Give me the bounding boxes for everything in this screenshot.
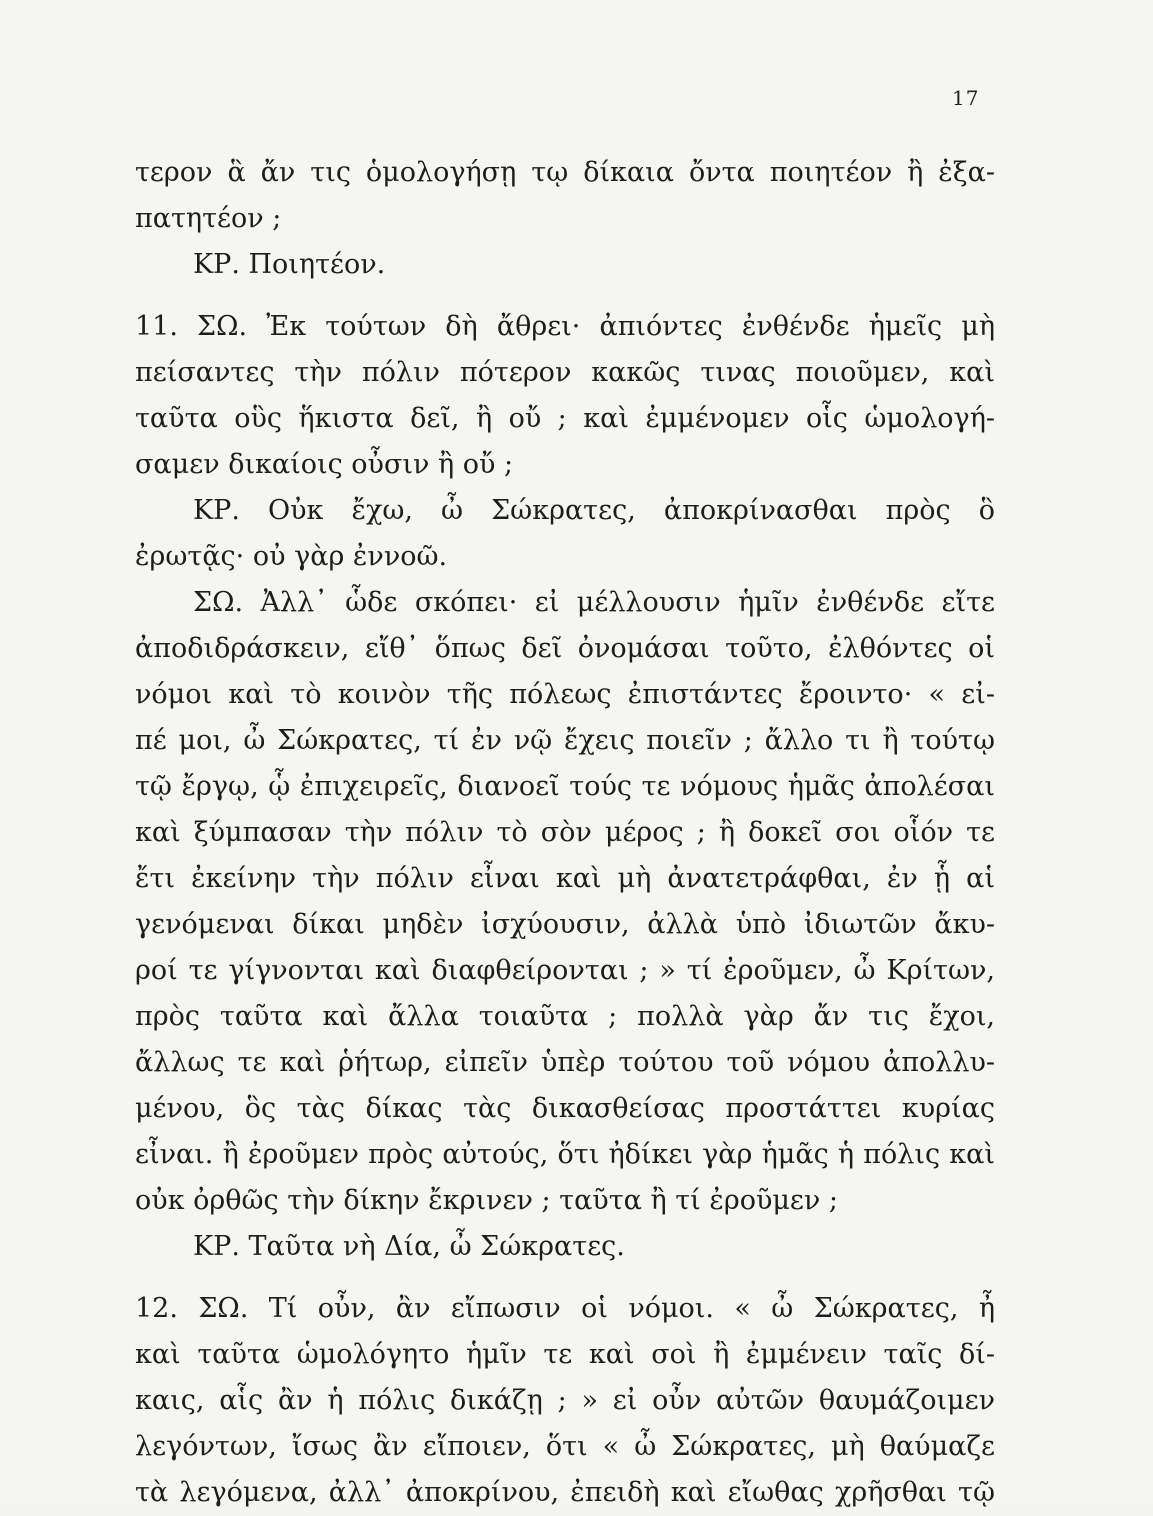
text-line: ἔτι ἐκείνην τὴν πόλιν εἶναι καὶ μὴ ἀνατετράφθαι, ἐν ᾗ αἱ [135, 863, 995, 894]
text-line: πείσαντες τὴν πόλιν πότερον κακῶς τινας ποιοῦμεν, καὶ [135, 357, 995, 388]
page-number: 17 [952, 86, 980, 110]
paragraph-gap [135, 288, 995, 304]
paragraph-gap [135, 1270, 995, 1286]
text-line: ταῦτα οὓς ἥκιστα δεῖ, ἢ οὔ ; καὶ ἐμμένομεν οἷς ὡμολογή- [135, 403, 995, 434]
text-line: λεγόντων, ἴσως ἂν εἴποιεν, ὅτι « ὦ Σώκρατες, μὴ θαύμαζε [135, 1431, 995, 1462]
text-line: ΣΩ. Ἀλλ᾽ ὧδε σκόπει· εἰ μέλλουσιν ἡμῖν ἐνθένδε εἴτε [193, 587, 995, 618]
text-line: τερον ἃ ἄν τις ὁμολογήσῃ τῳ δίκαια ὄντα ποιητέον ἢ ἐξα- [135, 157, 995, 188]
text-line: ἄλλως τε καὶ ῥήτωρ, εἰπεῖν ὑπὲρ τούτου τοῦ νόμου ἀπολλυ- [135, 1047, 995, 1078]
text-line: σαμεν δικαίοις οὖσιν ἢ οὔ ; [135, 449, 514, 480]
text-line: ἐρωτᾷς· οὐ γὰρ ἐννοῶ. [135, 541, 448, 572]
text-line: ΚΡ. Οὐκ ἔχω, ὦ Σώκρατες, ἀποκρίνασθαι πρὸς ὃ [193, 495, 995, 526]
text-line: γενόμεναι δίκαι μηδὲν ἰσχύουσιν, ἀλλὰ ὑπὸ ἰδιωτῶν ἄκυ- [135, 909, 995, 940]
text-line: οὐκ ὀρθῶς τὴν δίκην ἔκρινεν ; ταῦτα ἢ τί ἐροῦμεν ; [135, 1185, 838, 1216]
text-line: τῷ ἔργῳ, ᾧ ἐπιχειρεῖς, διανοεῖ τούς τε νόμους ἡμᾶς ἀπολέσαι [135, 771, 995, 802]
text-line: εἶναι. ἢ ἐροῦμεν πρὸς αὐτούς, ὅτι ἠδίκει γὰρ ἡμᾶς ἡ πόλις καὶ [135, 1139, 995, 1170]
text-line: πρὸς ταῦτα καὶ ἄλλα τοιαῦτα ; πολλὰ γὰρ ἄν τις ἔχοι, [135, 1001, 995, 1032]
text-line: ἀποδιδράσκειν, εἴθ᾽ ὅπως δεῖ ὀνομάσαι τοῦτο, ἐλθόντες οἱ [135, 633, 995, 664]
text-line: ΚΡ. Ποιητέον. [193, 249, 386, 280]
text-line: ροί τε γίγνονται καὶ διαφθείρονται ; » τί ἐροῦμεν, ὦ Κρίτων, [135, 955, 995, 986]
text-line: πέ μοι, ὦ Σώκρατες, τί ἐν νῷ ἔχεις ποιεῖν ; ἄλλο τι ἢ τούτῳ [135, 725, 995, 756]
text-line: καις, αἷς ἂν ἡ πόλις δικάζῃ ; » εἰ οὖν αὐτῶν θαυμάζοιμεν [135, 1385, 995, 1416]
body-text [135, 150, 995, 1516]
text-line: πατητέον ; [135, 203, 282, 234]
text-line: μένου, ὃς τὰς δίκας τὰς δικασθείσας προστάττει κυρίας [135, 1093, 995, 1124]
text-line: τὰ λεγόμενα, ἀλλ᾽ ἀποκρίνου, ἐπειδὴ καὶ εἴωθας χρῆσθαι τῷ [135, 1477, 995, 1508]
text-line: καὶ ξύμπασαν τὴν πόλιν τὸ σὸν μέρος ; ἢ δοκεῖ σοι οἷόν τε [135, 817, 995, 848]
text-line: ΚΡ. Ταῦτα νὴ Δία, ὦ Σώκρατες. [193, 1231, 625, 1262]
text-line: 11. ΣΩ. Ἐκ τούτων δὴ ἄθρει· ἀπιόντες ἐνθένδε ἡμεῖς μὴ [135, 311, 995, 342]
text-line: νόμοι καὶ τὸ κοινὸν τῆς πόλεως ἐπιστάντες ἔροιντο· « εἰ- [135, 679, 995, 710]
text-line: καὶ ταῦτα ὡμολόγητο ἡμῖν τε καὶ σοὶ ἢ ἐμμένειν ταῖς δί- [135, 1339, 995, 1370]
text-line: 12. ΣΩ. Τί οὖν, ἂν εἴπωσιν οἱ νόμοι. « ὦ Σώκρατες, ἦ [135, 1293, 995, 1324]
